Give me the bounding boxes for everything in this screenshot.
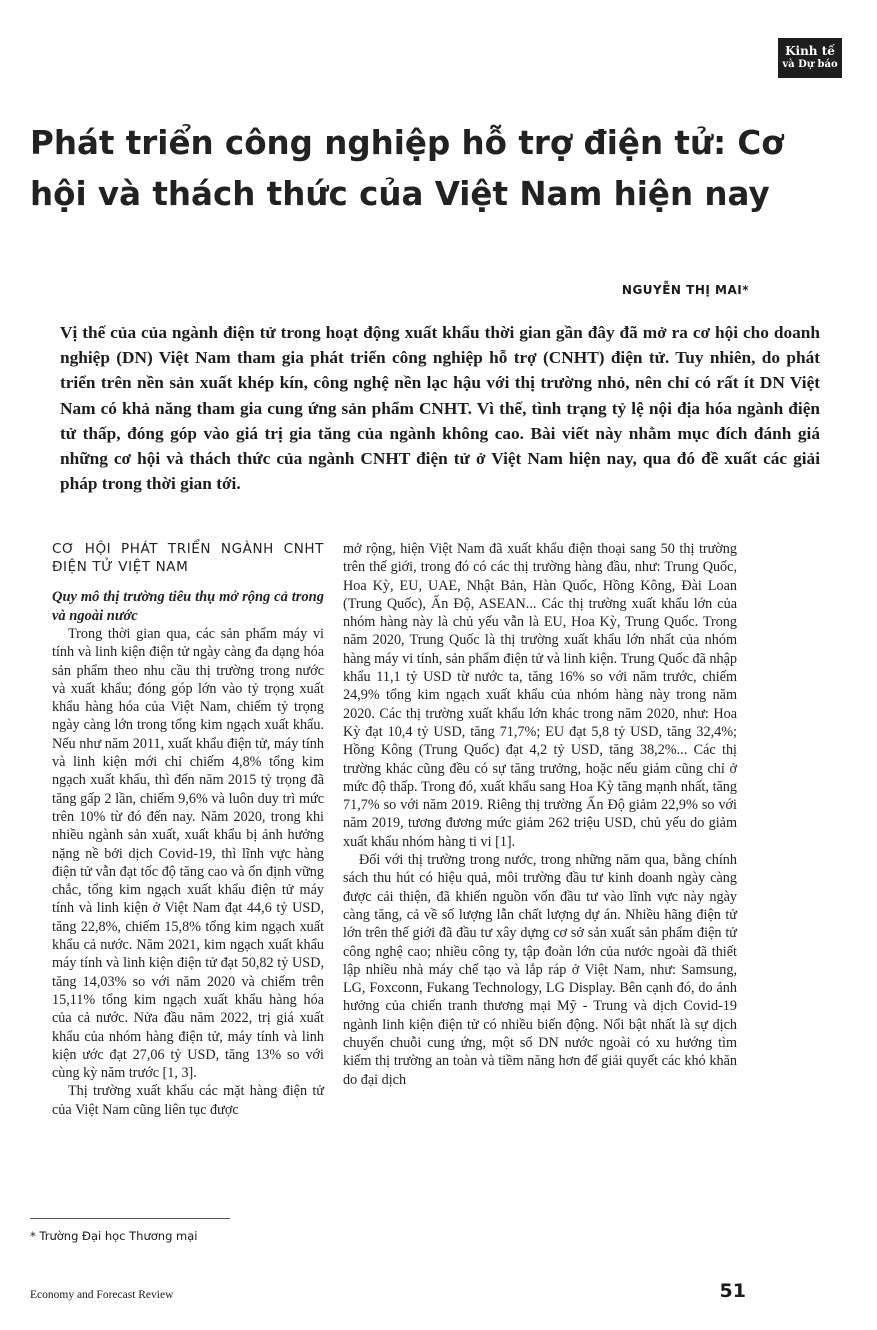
body-paragraph: Trong thời gian qua, các sản phẩm máy vi tính và linh kiện điện tử ngày càng đa dạng hóa sản phẩm theo nhu cầu thị trường trong nước và xuất khẩu; đóng góp lớn vào tỷ trọng xuất khẩu hàng hóa của Việt Nam, chiếm tỷ trọng ngày càng lớn trong tổng kim ngạch xuất khẩu. Nếu như năm 2011, xuất khẩu điện tử, máy tính và linh kiện mới chỉ chiếm 4,8% tổng kim ngạch xuất khẩu, thì đến năm 2015 tỷ trọng đã tăng gấp 2 lần, chiếm 9,6% và luôn duy trì mức trên 10% từ đó đến nay. Năm 2020, trong khi nhiều ngành sản xuất, xuất khẩu bị ảnh hưởng nặng nề bởi dịch Covid-19, thì lĩnh vực hàng điện tử vẫn đạt tốc độ tăng cao và ổn định vững chắc, tổng kim ngạch xuất khẩu điện tử máy tính và linh kiện ở Việt Nam đạt 44,6 tỷ USD, tăng 22,8%, chiếm 15,8% tổng kim ngạch xuất khẩu cả nước. Năm 2021, kim ngạch xuất khẩu máy tính và linh kiện điện tử đạt 50,82 tỷ USD, tăng 14,03% so với năm 2020 và chiếm trên 15,11% tổng kim ngạch xuất khẩu hàng hóa của cả nước. Nửa đầu năm 2022, trị giá xuất khẩu của nhóm hàng điện tử, máy tính và linh kiện ước đạt 27,06 tỷ USD, tăng 13% so với cùng kỳ năm trước [1, 3]. xyxy=(52,626,324,1082)
body-paragraph: Đối với thị trường trong nước, trong những năm qua, bằng chính sách thu hút có hiệu quả, môi trường đầu tư kinh doanh ngày càng được cải thiện, đã khiến nguồn vốn đầu tư vào lĩnh vực này ngày càng tăng, cả về số lượng lẫn chất lượng dự án. Nhiều hãng điện tử lớn trên thế giới đã đầu tư xây dựng cơ sở sản xuất sản phẩm điện tử công nghệ cao; nhiều công ty, tập đoàn lớn của nước ngoài đã thiết lập nhiều nhà máy chế tạo và lắp ráp ở Việt Nam, như: Samsung, LG, Foxconn, Fukang Technology, LG Display. Bên cạnh đó, do ảnh hưởng của chiến tranh thương mại Mỹ - Trung và dịch Covid-19 ngành linh kiện điện tử có nhiều biến động. Nổi bật nhất là sự dịch chuyển chuỗi cung ứng, một số DN nước ngoài có xu hướng tìm kiếm thị trường an toàn và tiềm năng hơn để giải quyết các khó khăn do đại dịch xyxy=(343,852,737,1088)
author-affiliation-footnote: * Trường Đại học Thương mại xyxy=(30,1229,198,1243)
journal-logo xyxy=(778,38,842,78)
right-column xyxy=(343,540,737,1089)
body-paragraph: mở rộng, hiện Việt Nam đã xuất khẩu điện thoại sang 50 thị trường trên thế giới, trong đó có các thị trường hàng đầu, như: Trung Quốc, Hoa Kỳ, EU, UAE, Nhật Bản, Hàn Quốc, Hồng Kông, Đài Loan (Trung Quốc), Ấn Độ, ASEAN... Các thị trường xuất khẩu lớn của nhóm hàng này là chủ yếu vẫn là EU, Hoa Kỳ, Trung Quốc. Trong năm 2020, Trung Quốc là thị trường xuất khẩu lớn nhất của nhóm hàng máy vi tính, sản phẩm điện tử và linh kiện. Trung Quốc đã nhập khẩu 11,1 tỷ USD từ nước ta, tăng 16% so với năm trước, chiếm 24,9% tổng kim ngạch xuất khẩu của nhóm hàng này trong năm 2020. Các thị trường xuất khẩu lớn khác trong năm 2020, như: Hoa Kỳ đạt 10,4 tỷ USD, tăng 71,7%; EU đạt 5,8 tỷ USD, tăng 32,4%; Hồng Kông (Trung Quốc) đạt 4,2 tỷ USD, tăng 38,2%... Các thị trường khác cũng đều có sự tăng trưởng, hoặc nếu giảm cũng chỉ ở mức độ thấp. Trong đó, xuất khẩu sang Hoa Kỳ tăng mạnh nhất, tăng 71,7% so với năm 2019. Riêng thị trường Ấn Độ giảm 22,9% so với năm 2019, tương đương mức giảm 262 triệu USD, chủ yếu do giảm xuất khẩu nhóm hàng ti vi [1]. xyxy=(343,541,737,850)
left-column xyxy=(52,540,324,1119)
footnote-divider xyxy=(30,1218,230,1219)
logo-line-2: và Dự báo xyxy=(782,59,838,70)
article-title: Phát triển công nghiệp hỗ trợ điện tử: Cơ hội và thách thức của Việt Nam hiện nay xyxy=(30,124,784,213)
page-number: 51 xyxy=(719,1280,746,1302)
body-paragraph: Thị trường xuất khẩu các mặt hàng điện tử của Việt Nam cũng liên tục được xyxy=(52,1083,324,1118)
article-author: NGUYỄN THỊ MAI* xyxy=(621,283,749,297)
subsection-title: Quy mô thị trường tiêu thụ mở rộng cả trong và ngoài nước xyxy=(52,589,324,624)
logo-line-1: Kinh tế xyxy=(785,44,835,58)
section-title: CƠ HỘI PHÁT TRIỂN NGÀNH CNHT ĐIỆN TỬ VIỆT NAM xyxy=(52,541,324,575)
article-abstract: Vị thế của của ngành điện tử trong hoạt động xuất khẩu thời gian gần đây đã mở ra cơ hội cho doanh nghiệp (DN) Việt Nam tham gia phát triển công nghiệp hỗ trợ (CNHT) điện tử. Tuy nhiên, do phát triển trên nền sản xuất khép kín, công nghệ nền lạc hậu với thị trường nhỏ, nên chỉ có rất ít DN Việt Nam có khả năng tham gia cung ứng sản phẩm CNHT. Vì thế, tình trạng tỷ lệ nội địa hóa ngành điện tử thấp, đóng góp vào giá trị gia tăng của ngành không cao. Bài viết này nhằm mục đích đánh giá những cơ hội và thách thức của ngành CNHT điện tử ở Việt Nam hiện nay, qua đó đề xuất các giải pháp trong thời gian tới. xyxy=(60,323,820,494)
journal-name: Economy and Forecast Review xyxy=(30,1289,174,1301)
